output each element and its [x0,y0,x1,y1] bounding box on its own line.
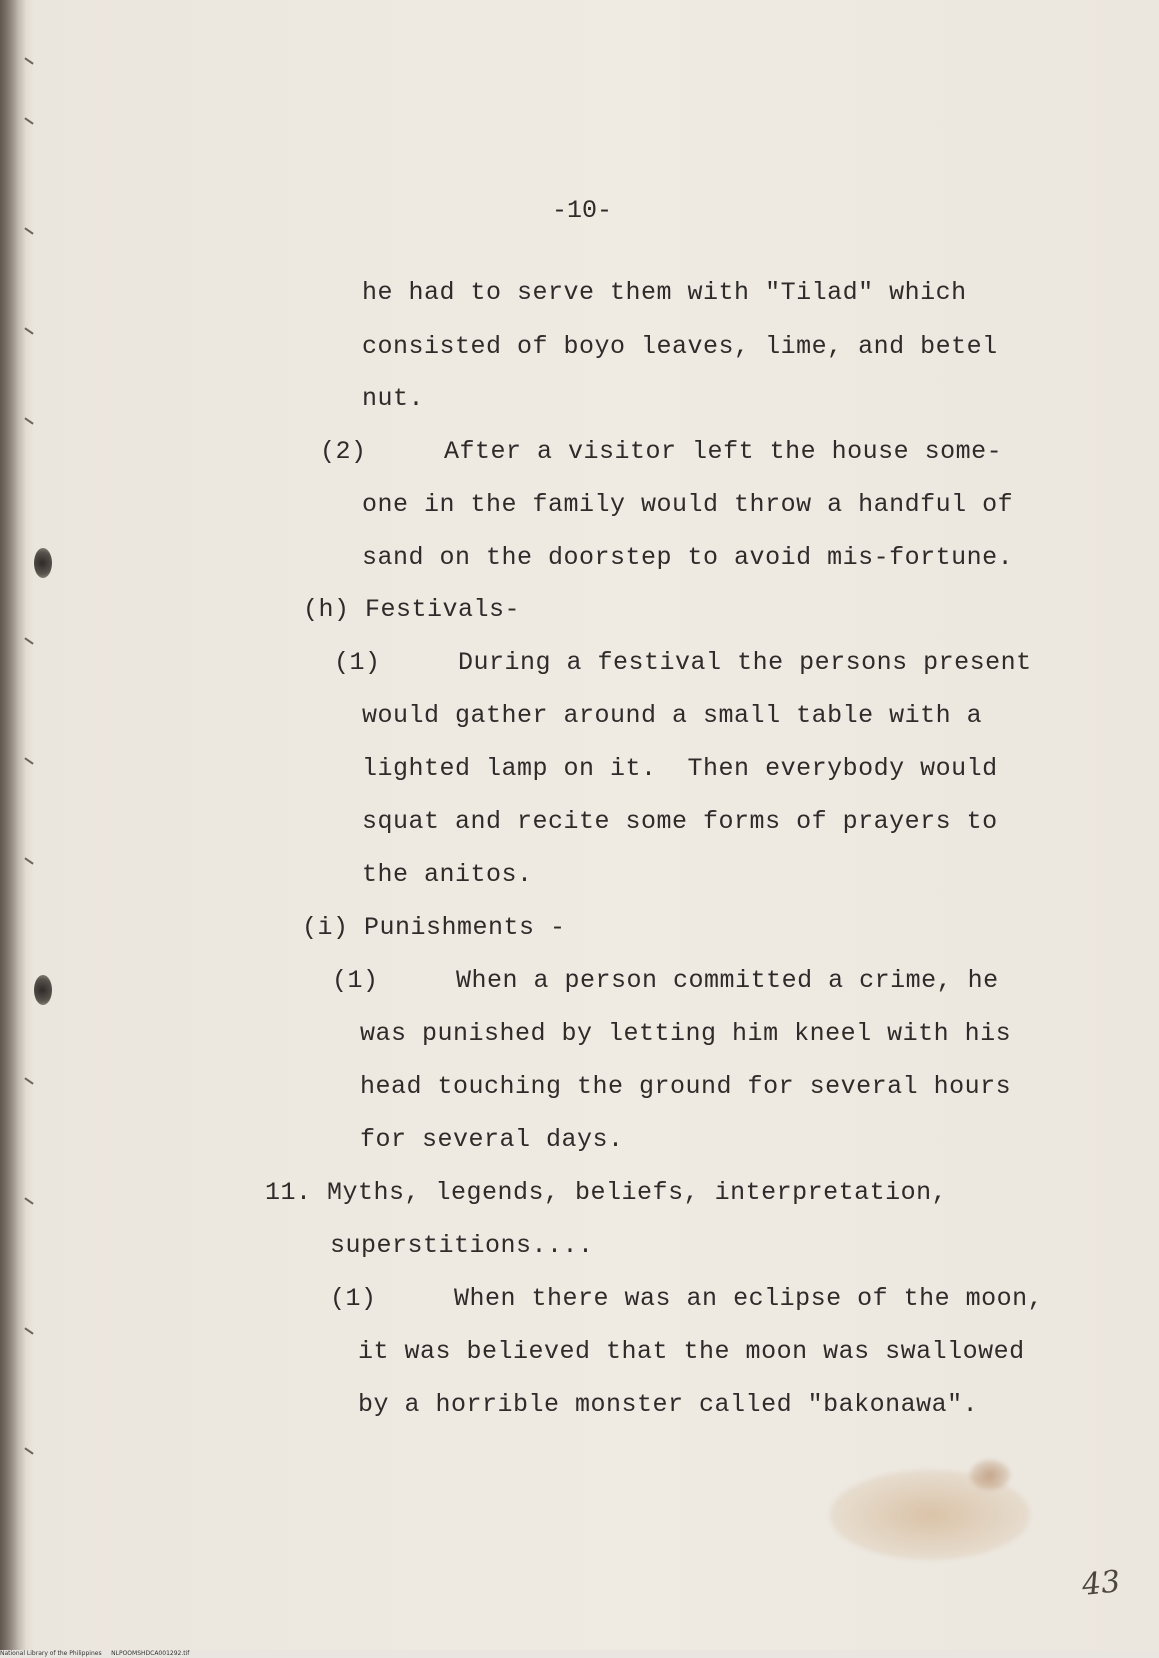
text-line: head touching the ground for several hours [360,1072,1012,1101]
text-line: he had to serve them with "Tilad" which [362,278,967,307]
text-line: would gather around a small table with a [362,701,983,730]
footer-filename: NLPOOMSHDCA001292.tif [111,1650,190,1657]
text-line: superstitions.... [330,1231,594,1260]
text-line: one in the family would throw a handful of [362,490,1014,519]
text-line: (1) During a festival the persons present [334,648,1032,677]
text-line: the anitos. [362,860,533,889]
handwritten-page-number: 43 [1080,1564,1122,1603]
paper-stain [970,1460,1010,1490]
section-heading: (h) Festivals- [303,595,521,624]
scan-footer [0,1650,1159,1658]
text-line: (2) After a visitor left the house some- [320,437,1003,466]
text-line: for several days. [360,1125,624,1154]
text-line: (1) When there was an eclipse of the moon, [330,1284,1044,1313]
text-line: by a horrible monster called "bakonawa". [358,1390,979,1419]
text-line: consisted of boyo leaves, lime, and betel [362,332,998,361]
section-heading: 11. Myths, legends, beliefs, interpretation, [265,1178,948,1207]
text-line: it was believed that the moon was swallowed [358,1337,1025,1366]
text-line: (1) When a person committed a crime, he [332,966,999,995]
page-edge-shadow [0,0,26,1650]
footer-library: National Library of the Philippines [0,1650,102,1657]
text-line: lighted lamp on it. Then everybody would [362,754,998,783]
punch-hole [34,548,52,578]
section-heading: (i) Punishments - [302,913,566,942]
text-line: was punished by letting him kneel with his [360,1019,1012,1048]
text-line: squat and recite some forms of prayers to [362,807,998,836]
page-number: -10- [552,196,613,225]
punch-hole [34,975,52,1005]
text-line: nut. [362,384,425,413]
text-line: sand on the doorstep to avoid mis-fortune. [362,543,1014,572]
